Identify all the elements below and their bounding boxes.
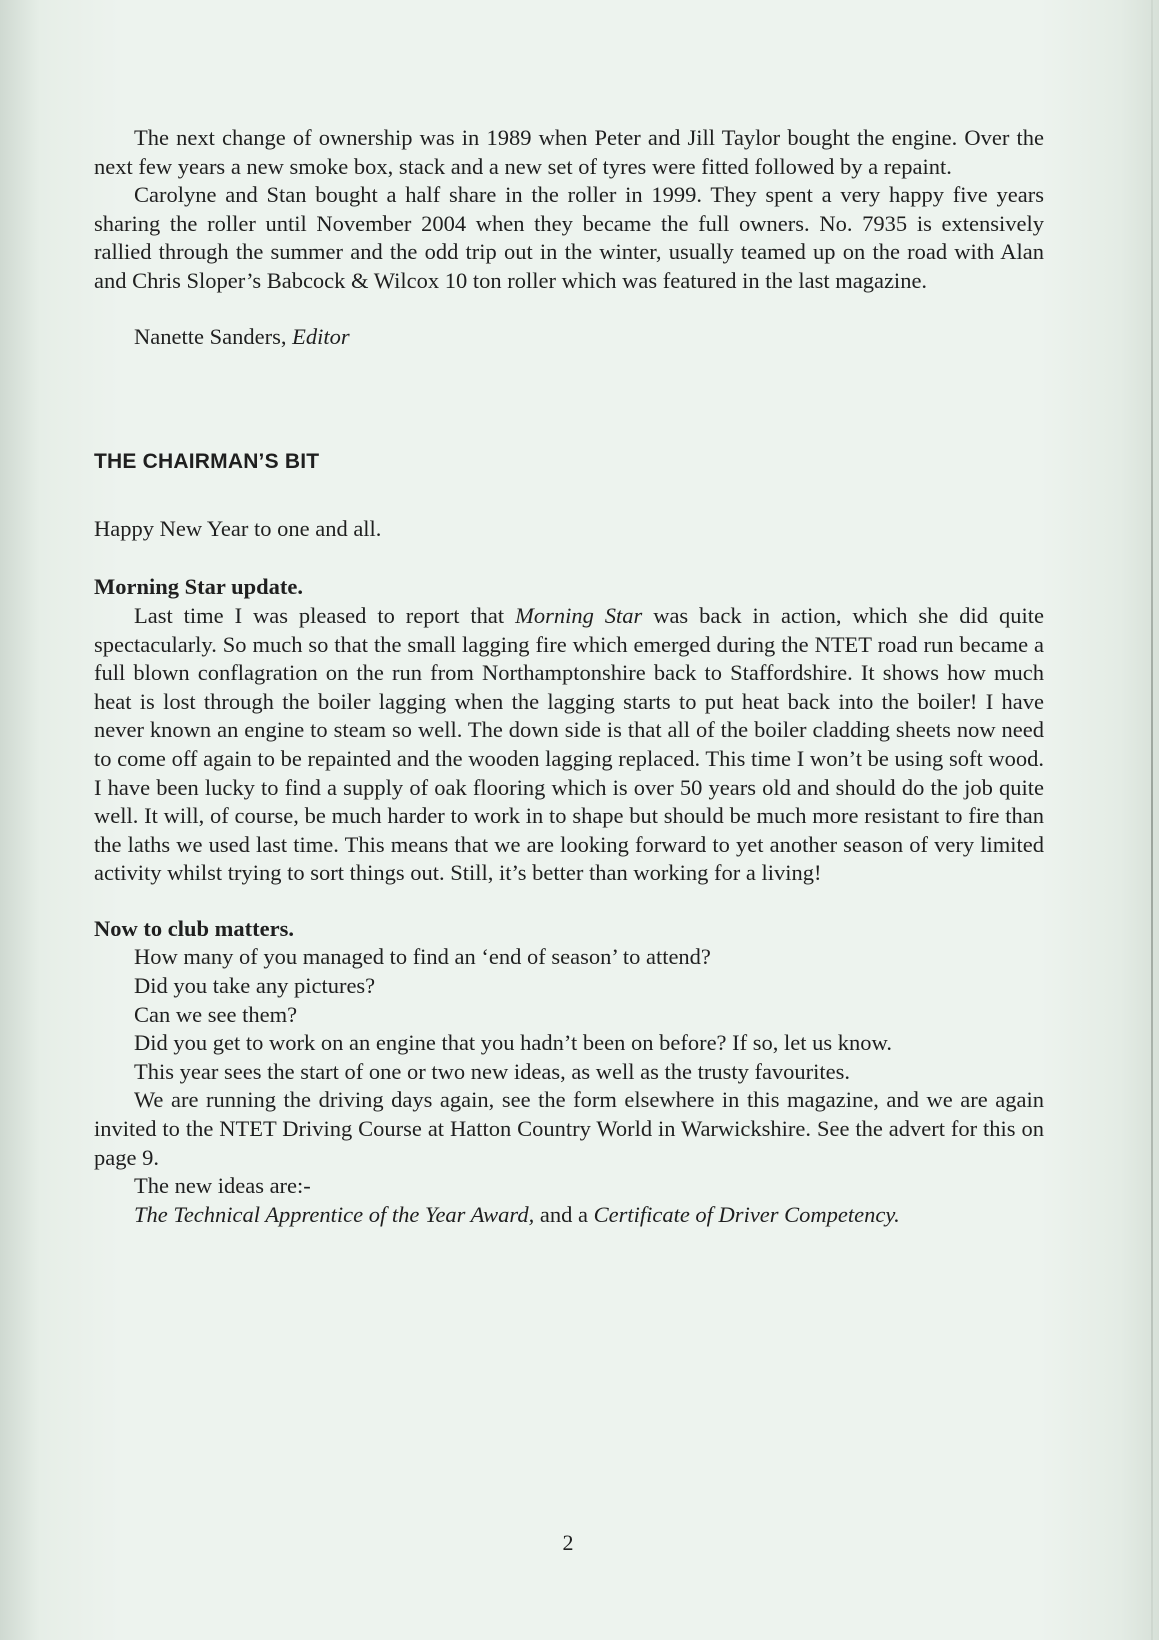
club-question-2: Did you take any pictures? [134,973,376,999]
intro-paragraph-1: The next change of ownership was in 1989 when Peter and Jill Taylor bought the engine. Over the next few years a new smoke box, stack and a new set of tyres were fitted followed by a repaint. [94,125,1044,179]
editor-signature [134,323,1044,352]
certificate-name: Certificate of Driver Competency. [593,1201,900,1227]
article-body [94,124,1044,1229]
page-number: 2 [562,1530,574,1555]
signature-name: Nanette Sanders, [134,323,293,349]
greeting: Happy New Year to one and all. [94,515,382,541]
club-paragraph-new-ideas: This year sees the start of one or two new ideas, as well as the trusty favourites. [134,1058,851,1084]
morning-star-body: was back in action, which she did quite spectacularly. So much so that the small lagging fire which emerged during the NTET road run became a full blown conflagration on the run from Northamptonshire back to Staffordshire. It shows how much heat is lost through the boiler lagging when the lagging starts to put heat back into the boiler! I have never known an engine to steam so well. The down side is that all of the boiler cladding sheets now need to come off again to be repainted and the wooden lagging replaced. This time I won’t be using soft wood. I have been lucky to find a supply of oak flooring which is over 50 years old and should do the job quite well. It will, of course, be much harder to work in to shape but should be much more resistant to fire than the laths we used last time. This means that we are looking forward to yet another season of very limited activity whilst trying to sort things out. Still, it’s better than working for a living! [94,602,1044,886]
club-paragraph-driving-days: We are running the driving days again, see the form elsewhere in this magazine, and we are again invited to the NTET Driving Course at Hatton Country World in Warwickshire. See the advert for this on page 9. [94,1087,1044,1170]
club-question-4: Did you get to work on an engine that you hadn’t been on before? If so, let us know. [134,1030,892,1056]
section-title-chairmans-bit: THE CHAIRMAN’S BIT [94,450,320,474]
subheading-morning-star: Morning Star update. [94,574,303,600]
morning-star-lead: Last time I was pleased to report that [134,602,516,628]
connector-text: and a [534,1201,594,1227]
club-new-ideas-intro: The new ideas are:- [134,1173,311,1199]
club-question-3: Can we see them? [134,1001,298,1027]
morning-star-paragraph [94,602,1044,888]
engine-name: Morning Star [515,602,643,628]
page-edge [1151,0,1153,1640]
award-name: The Technical Apprentice of the Year Award, [134,1201,535,1227]
club-question-1: How many of you managed to find an ‘end of season’ to attend? [134,944,711,970]
club-new-ideas-list [94,1201,1044,1230]
subheading-club-matters: Now to club matters. [94,915,294,941]
intro-paragraph-2: Carolyne and Stan bought a half share in the roller in 1999. They spent a very happy five years sharing the roller until November 2004 when they became the full owners. No. 7935 is extensively rallied through the summer and the odd trip out in the winter, usually teamed up on the road with Alan and Chris Sloper’s Babcock & Wilcox 10 ton roller which was featured in the last magazine. [94,182,1044,293]
signature-role: Editor [292,323,350,349]
